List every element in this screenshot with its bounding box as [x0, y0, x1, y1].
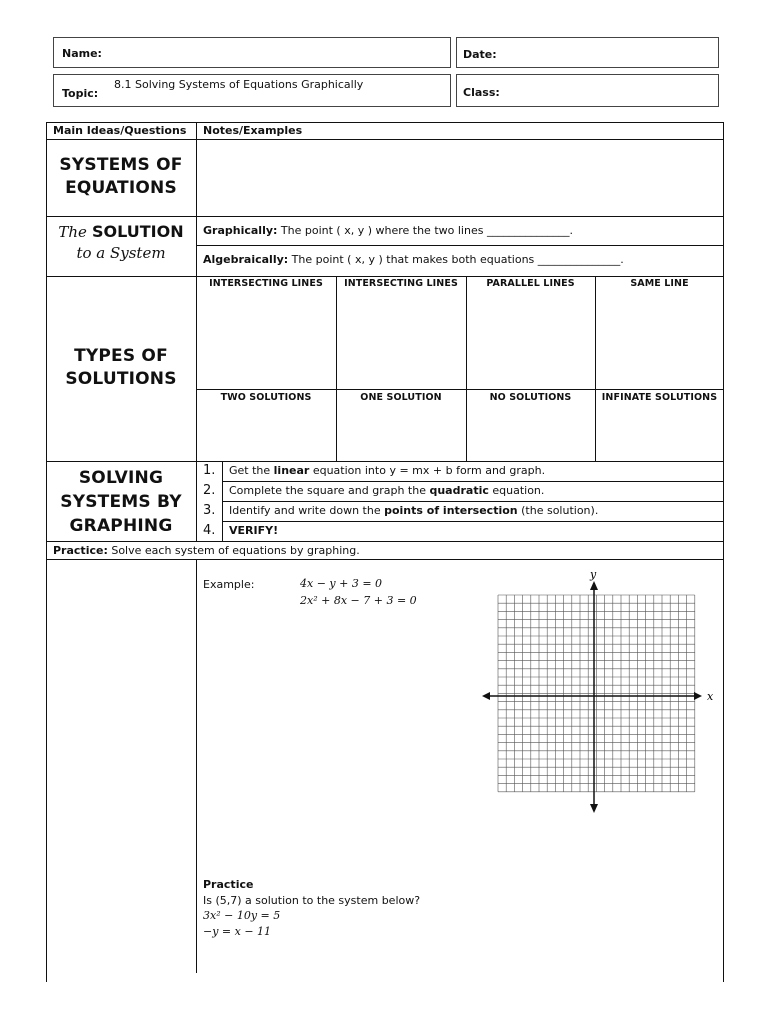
solution-script: The: [58, 223, 87, 241]
types-header: SAME LINE: [630, 278, 689, 289]
topic-label: Topic:: [62, 87, 99, 100]
solving-title-line: GRAPHING: [69, 516, 173, 536]
example-equation-1: 4x − y + 3 = 0: [300, 577, 383, 590]
graphically-label: Graphically:: [203, 224, 278, 237]
y-axis-arrow-down: [590, 804, 598, 813]
types-divider: [196, 389, 724, 390]
column-divider: [196, 122, 197, 541]
step-number: 1.: [203, 463, 216, 478]
table-divider: [46, 559, 724, 560]
types-footer: TWO SOLUTIONS: [220, 392, 312, 403]
grid-lines: [498, 595, 695, 792]
x-axis-label: x: [707, 690, 714, 703]
table-divider: [222, 481, 724, 482]
step-text: [229, 464, 545, 477]
table-divider: [196, 245, 724, 246]
types-footer: INFINATE SOLUTIONS: [601, 392, 718, 403]
practice-text: Solve each system of equations by graphing.: [111, 544, 360, 557]
step-number: 4.: [203, 523, 216, 538]
step-text-bold: linear: [273, 464, 310, 477]
solution-bold: SOLUTION: [92, 222, 184, 241]
class-label: Class:: [463, 86, 500, 99]
step-text-bold: VERIFY!: [229, 524, 279, 537]
step-text: [229, 504, 598, 517]
solving-title-line: SOLVING: [78, 468, 164, 488]
systems-title: [46, 154, 196, 200]
practice-title: Practice: [203, 878, 254, 891]
example-label: Example:: [203, 578, 255, 591]
step-text-bold: points of intersection: [384, 504, 518, 517]
types-title: [46, 345, 196, 391]
step-text-bold: quadratic: [429, 484, 489, 497]
solving-title: [46, 466, 196, 538]
types-divider: [336, 276, 337, 461]
table-divider: [222, 521, 724, 522]
step-text-part: equation into y = mx + b form and graph.: [309, 464, 546, 477]
step-text-part: (the solution).: [517, 504, 599, 517]
y-axis-arrow-up: [590, 581, 598, 590]
table-divider: [46, 461, 724, 462]
topic-value: 8.1 Solving Systems of Equations Graphically: [114, 78, 364, 91]
types-title-line: TYPES OF: [74, 346, 168, 366]
x-axis-arrow-right: [694, 692, 702, 700]
algebraically-row: [203, 253, 624, 266]
solving-title-line: SYSTEMS BY: [60, 492, 182, 512]
graphically-text: The point ( x, y ) where the two lines _______________.: [280, 224, 573, 237]
coordinate-grid[interactable]: [480, 565, 720, 815]
algebraically-label: Algebraically:: [203, 253, 289, 266]
name-label: Name:: [62, 47, 102, 60]
types-header: PARALLEL LINES: [486, 278, 575, 289]
table-divider: [46, 541, 724, 542]
types-divider: [466, 276, 467, 461]
algebraically-text: The point ( x, y ) that makes both equations _______________.: [291, 253, 624, 266]
practice-block: [203, 877, 420, 939]
systems-title-line: EQUATIONS: [65, 178, 177, 198]
table-divider: [222, 501, 724, 502]
types-divider: [595, 276, 596, 461]
date-label: Date:: [463, 48, 497, 61]
solution-script-2: to a System: [76, 244, 166, 262]
graphically-row: [203, 224, 573, 237]
example-equation-2: 2x² + 8x − 7 + 3 = 0: [300, 594, 417, 607]
step-text-part: Get the: [229, 464, 274, 477]
x-axis-arrow-left: [482, 692, 490, 700]
solution-title: [46, 222, 196, 262]
practice-label: Practice:: [53, 544, 108, 557]
types-header: INTERSECTING LINES: [344, 278, 458, 289]
step-text: [229, 524, 278, 537]
table-divider: [46, 276, 724, 277]
step-text-part: Complete the square and graph the: [229, 484, 430, 497]
types-footer: ONE SOLUTION: [360, 392, 442, 403]
practice-row: [53, 544, 360, 557]
systems-title-line: SYSTEMS OF: [59, 155, 183, 175]
column-header-notes: Notes/Examples: [203, 124, 303, 137]
step-text: [229, 484, 544, 497]
practice-equation-1: 3x² − 10y = 5: [203, 909, 281, 922]
step-text-part: Identify and write down the: [229, 504, 385, 517]
practice-equation-2: −y = x − 11: [203, 924, 272, 938]
types-header: INTERSECTING LINES: [209, 278, 323, 289]
column-header-main: Main Ideas/Questions: [53, 124, 187, 137]
table-divider: [46, 216, 724, 217]
name-box[interactable]: [53, 37, 451, 68]
practice-question: Is (5,7) a solution to the system below?: [203, 893, 421, 907]
step-number: 3.: [203, 503, 216, 518]
y-axis-label: y: [590, 568, 597, 581]
types-title-line: SOLUTIONS: [65, 369, 177, 389]
column-divider: [222, 461, 223, 541]
table-divider: [46, 139, 724, 140]
column-divider: [196, 559, 197, 973]
step-number: 2.: [203, 483, 216, 498]
step-text-part: equation.: [488, 484, 545, 497]
types-footer: NO SOLUTIONS: [489, 392, 572, 403]
